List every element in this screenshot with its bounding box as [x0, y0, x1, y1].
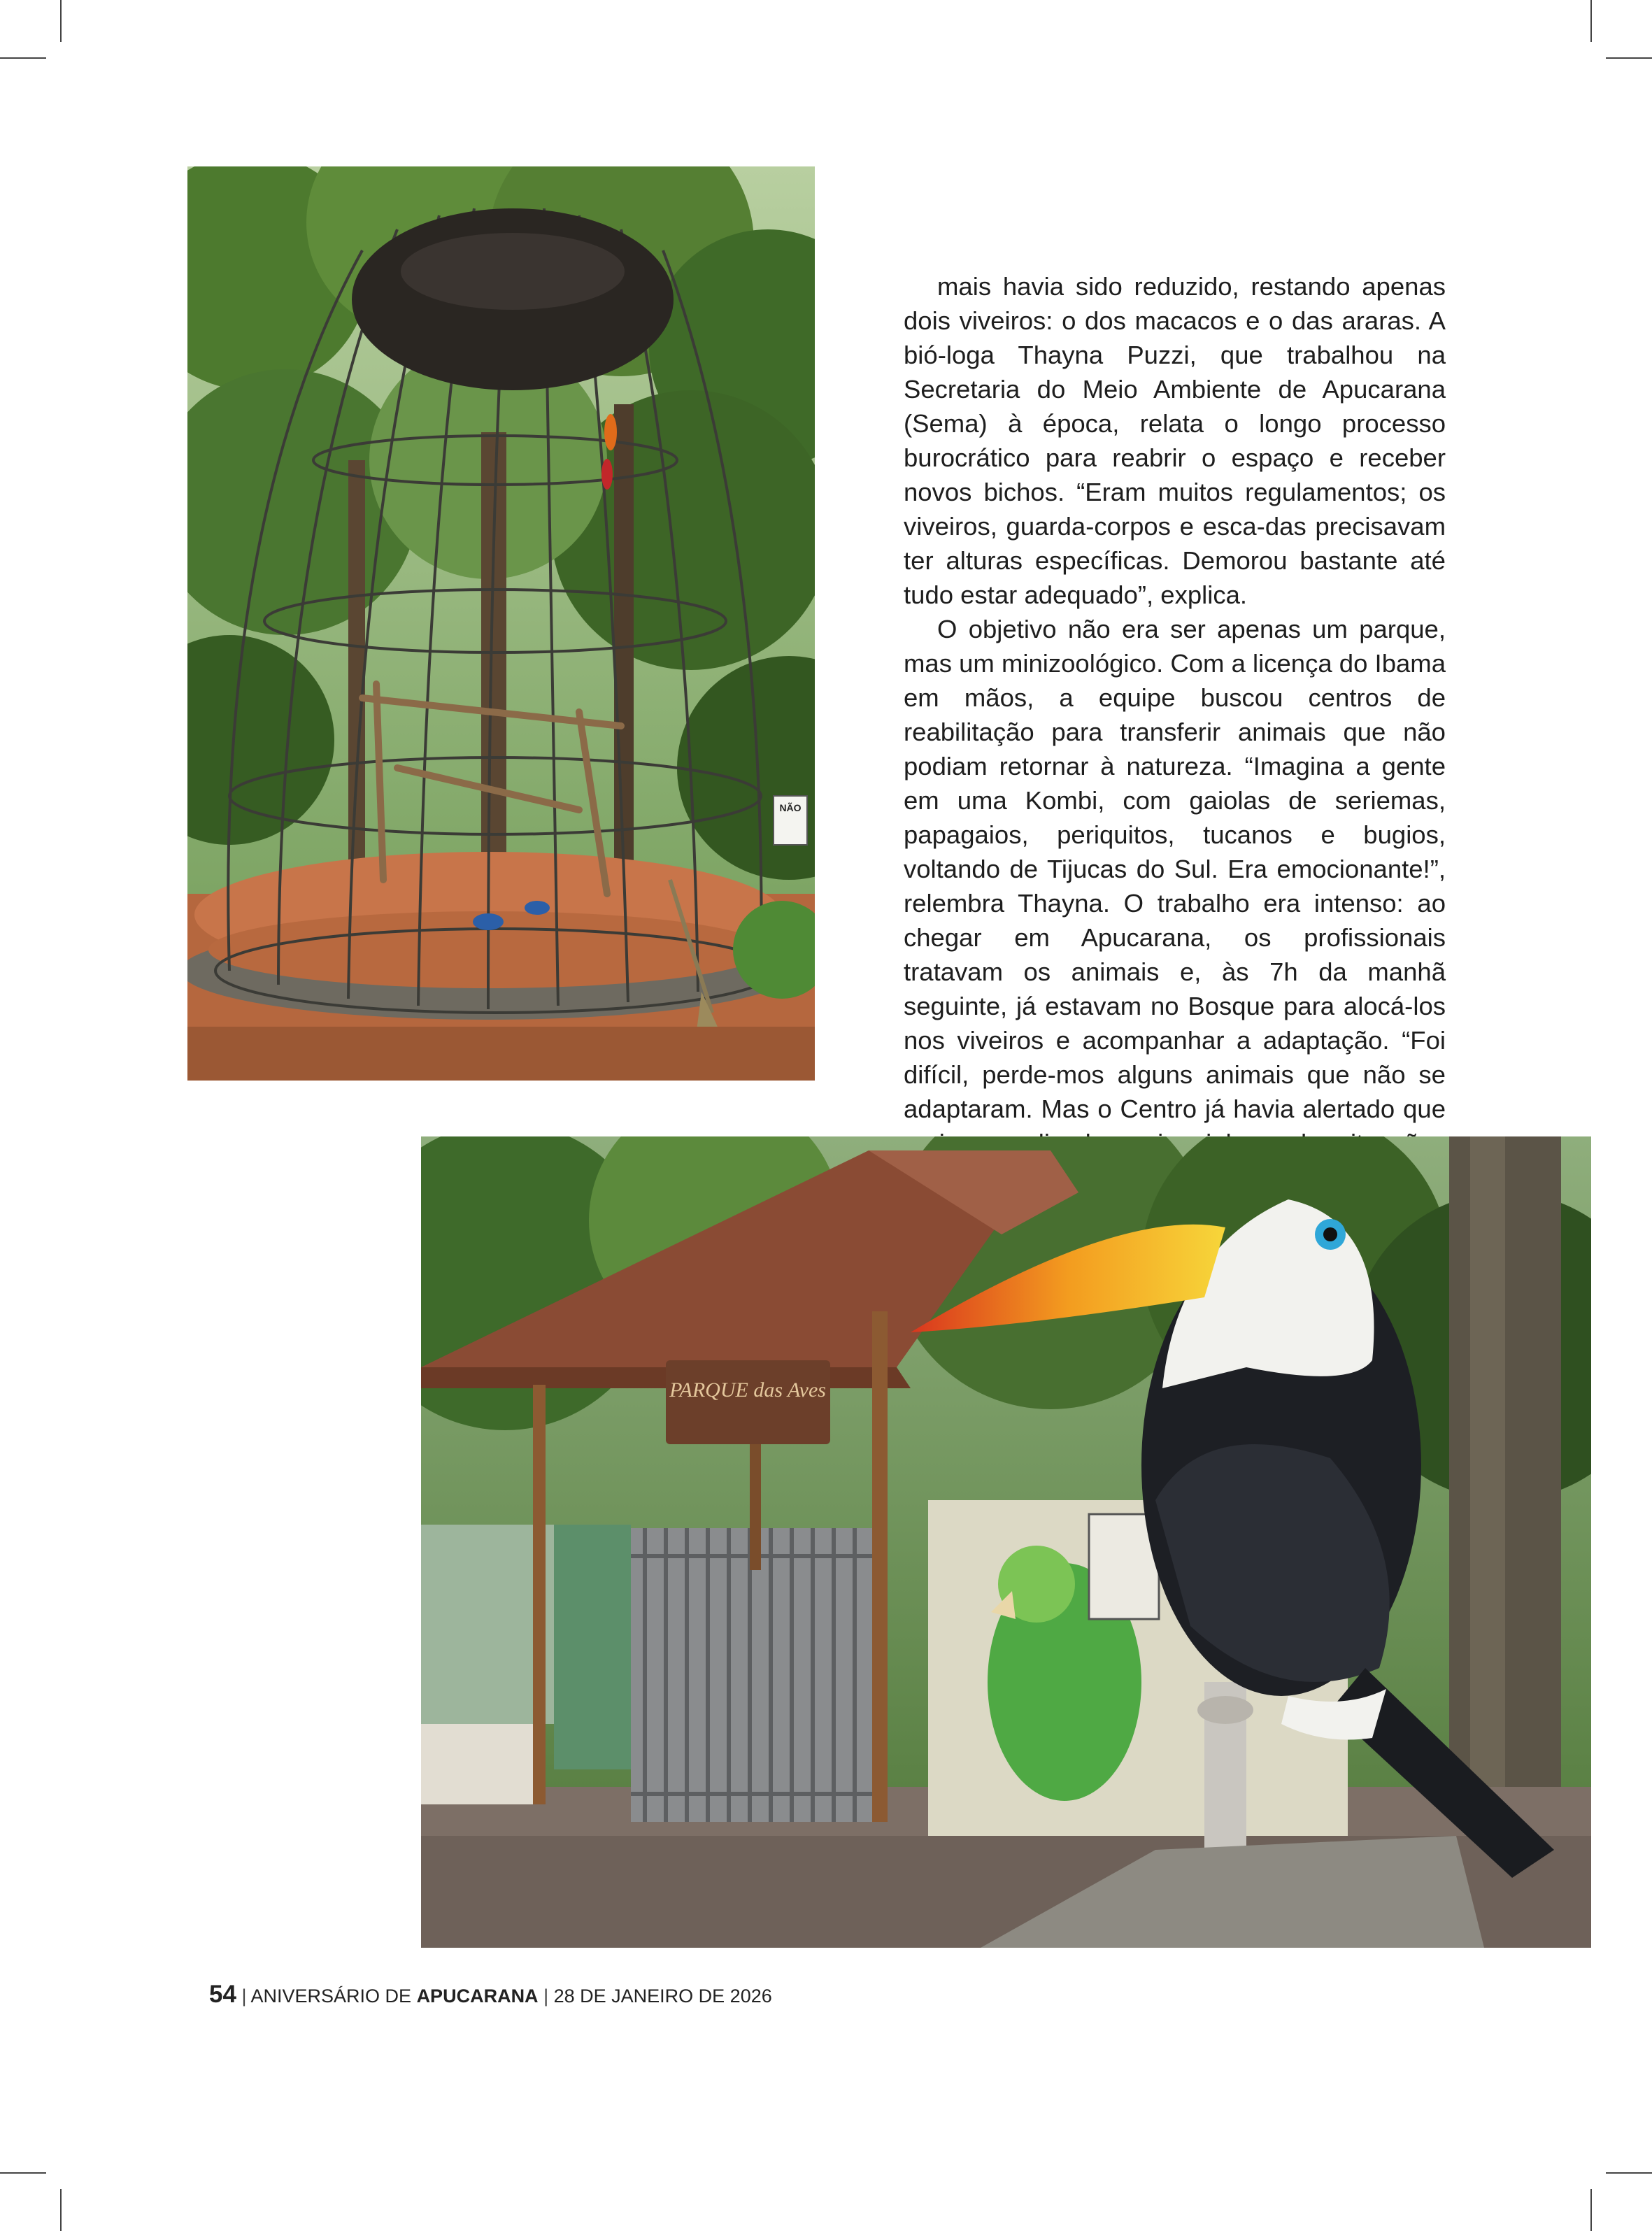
footer-prefix: ANIVERSÁRIO DE [250, 1986, 412, 2007]
aviary-photo [187, 166, 815, 1081]
article-paragraph: O objetivo não era ser apenas um parque, mas um minizoológico. Com a licença do Ibama em mãos, a equipe buscou centros de reabilitação para transferir animais que não podiam retornar à natureza. “Imagina a gente em uma Kombi, com gaiolas de seriemas, papagaios, periquitos, tucanos e bugios, voltando de Tijucas do Sul. Era emocionante!”, relembra Thayna. O trabalho era intenso: ao chegar em Apucarana, os profissionais tratavam os animais e, às 7h da manhã seguinte, já estavam no Bosque para alocá-los nos viveiros e acompanhar a adaptação. “Foi difícil, perde-mos alguns animais que não se adaptaram. Mas o Centro já havia alertado que [904, 615, 1446, 1123]
footer-separator: | [241, 1986, 247, 2007]
crop-mark [1590, 0, 1592, 42]
page-footer [209, 1981, 772, 2009]
crop-mark [1606, 57, 1652, 59]
article-body [904, 269, 1446, 1195]
aviary-sign-text: NÃO [779, 802, 802, 813]
entrance-sign-text: PARQUE das Aves [669, 1378, 826, 1402]
crop-mark [1606, 2172, 1652, 2174]
crop-mark [1590, 2189, 1592, 2231]
crop-mark [60, 2189, 62, 2231]
footer-city: APUCARANA [416, 1986, 539, 2007]
crop-mark [60, 0, 62, 42]
entrance-photo [421, 1136, 1591, 1948]
footer-date: 28 DE JANEIRO DE 2026 [553, 1986, 772, 2007]
crop-mark [0, 57, 46, 59]
page-number: 54 [209, 1981, 236, 2008]
article-paragraph: mais havia sido reduzido, restando apenas dois viveiros: o dos macacos e o das araras. A bió-loga Thayna Puzzi, que trabalhou na Secretaria do Meio Ambiente de Apucarana (Sema) à época, relata o longo processo burocrático para reabrir o espaço e receber novos bichos. “Eram muitos regulamentos; os viveiros, guarda-corpos e esca-das precisavam ter alturas específicas. Demorou bastante até tudo estar adequado”, explica. [904, 272, 1446, 609]
crop-mark [0, 2172, 46, 2174]
footer-separator: | [543, 1986, 549, 2007]
